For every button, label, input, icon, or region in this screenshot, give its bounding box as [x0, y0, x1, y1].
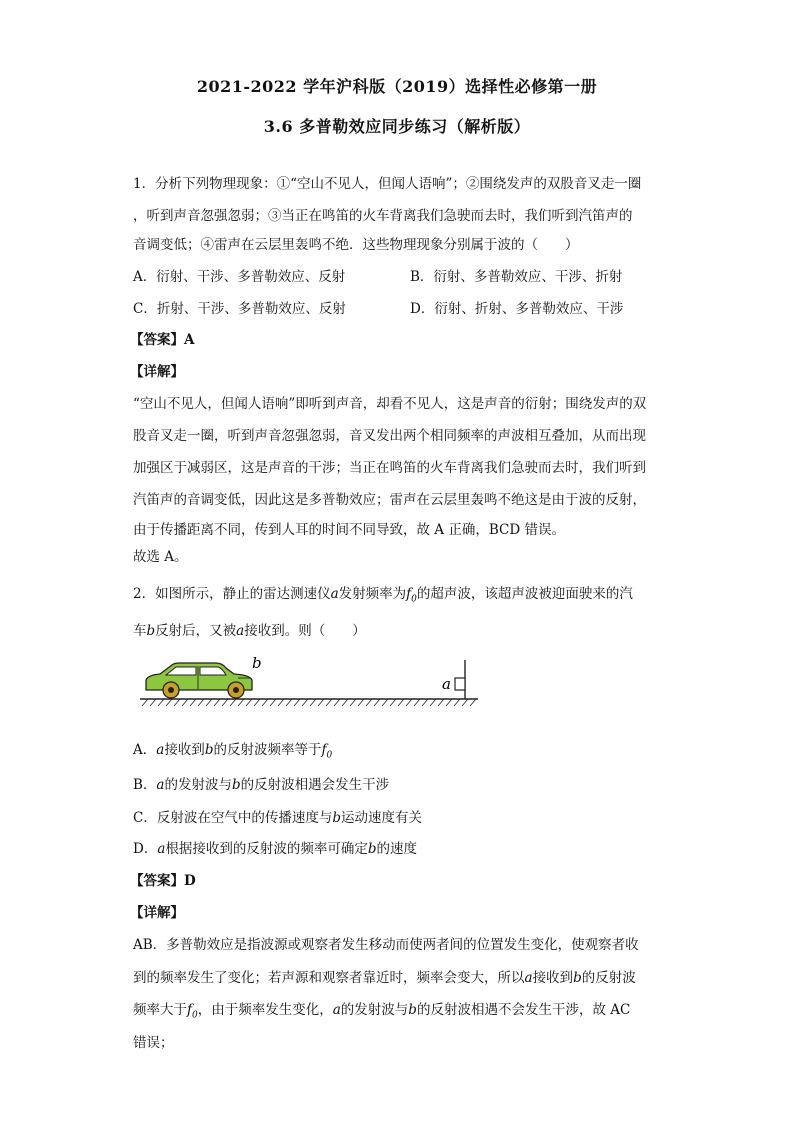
- q2-option-d: D．a根据接收到的反射波的频率可确定b的速度: [133, 841, 418, 857]
- q1-detail-label: 【详解】: [130, 364, 184, 380]
- document-title: 2021-2022 学年沪科版（2019）选择性必修第一册: [196, 77, 598, 96]
- document-subtitle: 3.6 多普勒效应同步练习（解析版）: [263, 117, 531, 136]
- q1-option-c: C．折射、干涉、多普勒效应、反射: [133, 301, 346, 317]
- q1-option-d: D．衍射、折射、多普勒效应、干涉: [410, 301, 624, 317]
- q2-detail-line-2: 到的频率发生了变化；若声源和观察者靠近时，频率会变大，所以a接收到b的反射波: [133, 970, 636, 986]
- q2-stem-1b: 发射频率为: [338, 586, 407, 602]
- q2-stem-2c: 接收到。则（ ）: [244, 623, 366, 639]
- car-label-b: b: [252, 656, 262, 672]
- car-icon: [146, 663, 252, 698]
- var-b: b: [146, 623, 156, 639]
- q2-stem-1a: 2．如图所示，静止的雷达测速仪: [133, 586, 331, 602]
- q2-detail-line-1: AB．多普勒效应是指波源或观察者发生移动而使两者间的位置发生变化，使观察者收: [133, 937, 639, 953]
- q1-detail-line-5: 由于传播距离不同，传到人耳的时间不同导致，故 A 正确，BCD 错误。: [133, 522, 565, 538]
- var-a: a: [330, 586, 339, 602]
- q2-stem-2a: 车: [133, 623, 147, 639]
- car-radar-diagram: [138, 656, 483, 711]
- radar-label-a: a: [442, 675, 451, 693]
- q1-stem-line-2: ，听到声音忽强忽弱；③当正在鸣笛的火车背离我们急驶而去时，我们听到汽笛声的: [133, 208, 633, 224]
- q1-answer: 【答案】A: [130, 332, 195, 348]
- var-f0: $f_0$: [406, 586, 417, 605]
- q1-option-b: B．衍射、多普勒效应、干涉、折射: [410, 269, 623, 285]
- q1-option-a: A．衍射、干涉、多普勒效应、反射: [133, 269, 346, 285]
- q1-conclusion: 故选 A。: [133, 549, 188, 565]
- q1-detail-line-4: 汽笛声的音调变低，因此这是多普勒效应；雷声在云层里轰鸣不绝这是由于波的反射，: [133, 492, 646, 508]
- q1-stem-line-1: 1．分析下列物理现象：①“空山不见人，但闻人语响”；②围绕发声的双股音叉走一圈: [133, 176, 642, 192]
- q2-stem-2b: 反射后，又被: [155, 623, 237, 639]
- radar-icon: [455, 660, 465, 699]
- q2-option-b: B．a的发射波与b的反射波相遇会发生干涉: [133, 777, 390, 793]
- q2-option-a: A．a接收到b的反射波频率等于$f_0$: [133, 742, 333, 761]
- q1-stem-line-3: 音调变低；④雷声在云层里轰鸣不绝．这些物理现象分别属于波的（ ）: [133, 237, 579, 253]
- ground-hatching: [142, 699, 476, 706]
- q2-stem-1c: 的超声波，该超声波被迎面驶来的汽: [416, 586, 633, 602]
- q2-stem-line-1: [133, 582, 633, 605]
- q2-option-c: C．反射波在空气中的传播速度与b运动速度有关: [133, 810, 422, 826]
- var-a: a: [236, 623, 245, 639]
- q2-detail-line-3: 频率大于$f_0$，由于频率发生变化，a的发射波与b的反射波相遇不会发生干涉，故 AC: [133, 1002, 631, 1021]
- q2-answer: 【答案】D: [130, 873, 196, 889]
- q2-figure: [138, 656, 483, 711]
- q1-detail-line-2: 股音叉走一圈，听到声音忽强忽弱，音叉发出两个相同频率的声波相互叠加，从而出现: [133, 428, 646, 444]
- q1-detail-line-3: 加强区于减弱区，这是声音的干涉；当正在鸣笛的火车背离我们急驶而去时，我们听到: [133, 460, 646, 476]
- q2-stem-line-2: [133, 619, 366, 639]
- q2-detail-label: 【详解】: [130, 905, 184, 921]
- q2-detail-line-4: 错误；: [133, 1035, 174, 1051]
- q1-detail-line-1: “空山不见人，但闻人语响”即听到声音，却看不见人，这是声音的衍射；围绕发声的双: [133, 396, 647, 412]
